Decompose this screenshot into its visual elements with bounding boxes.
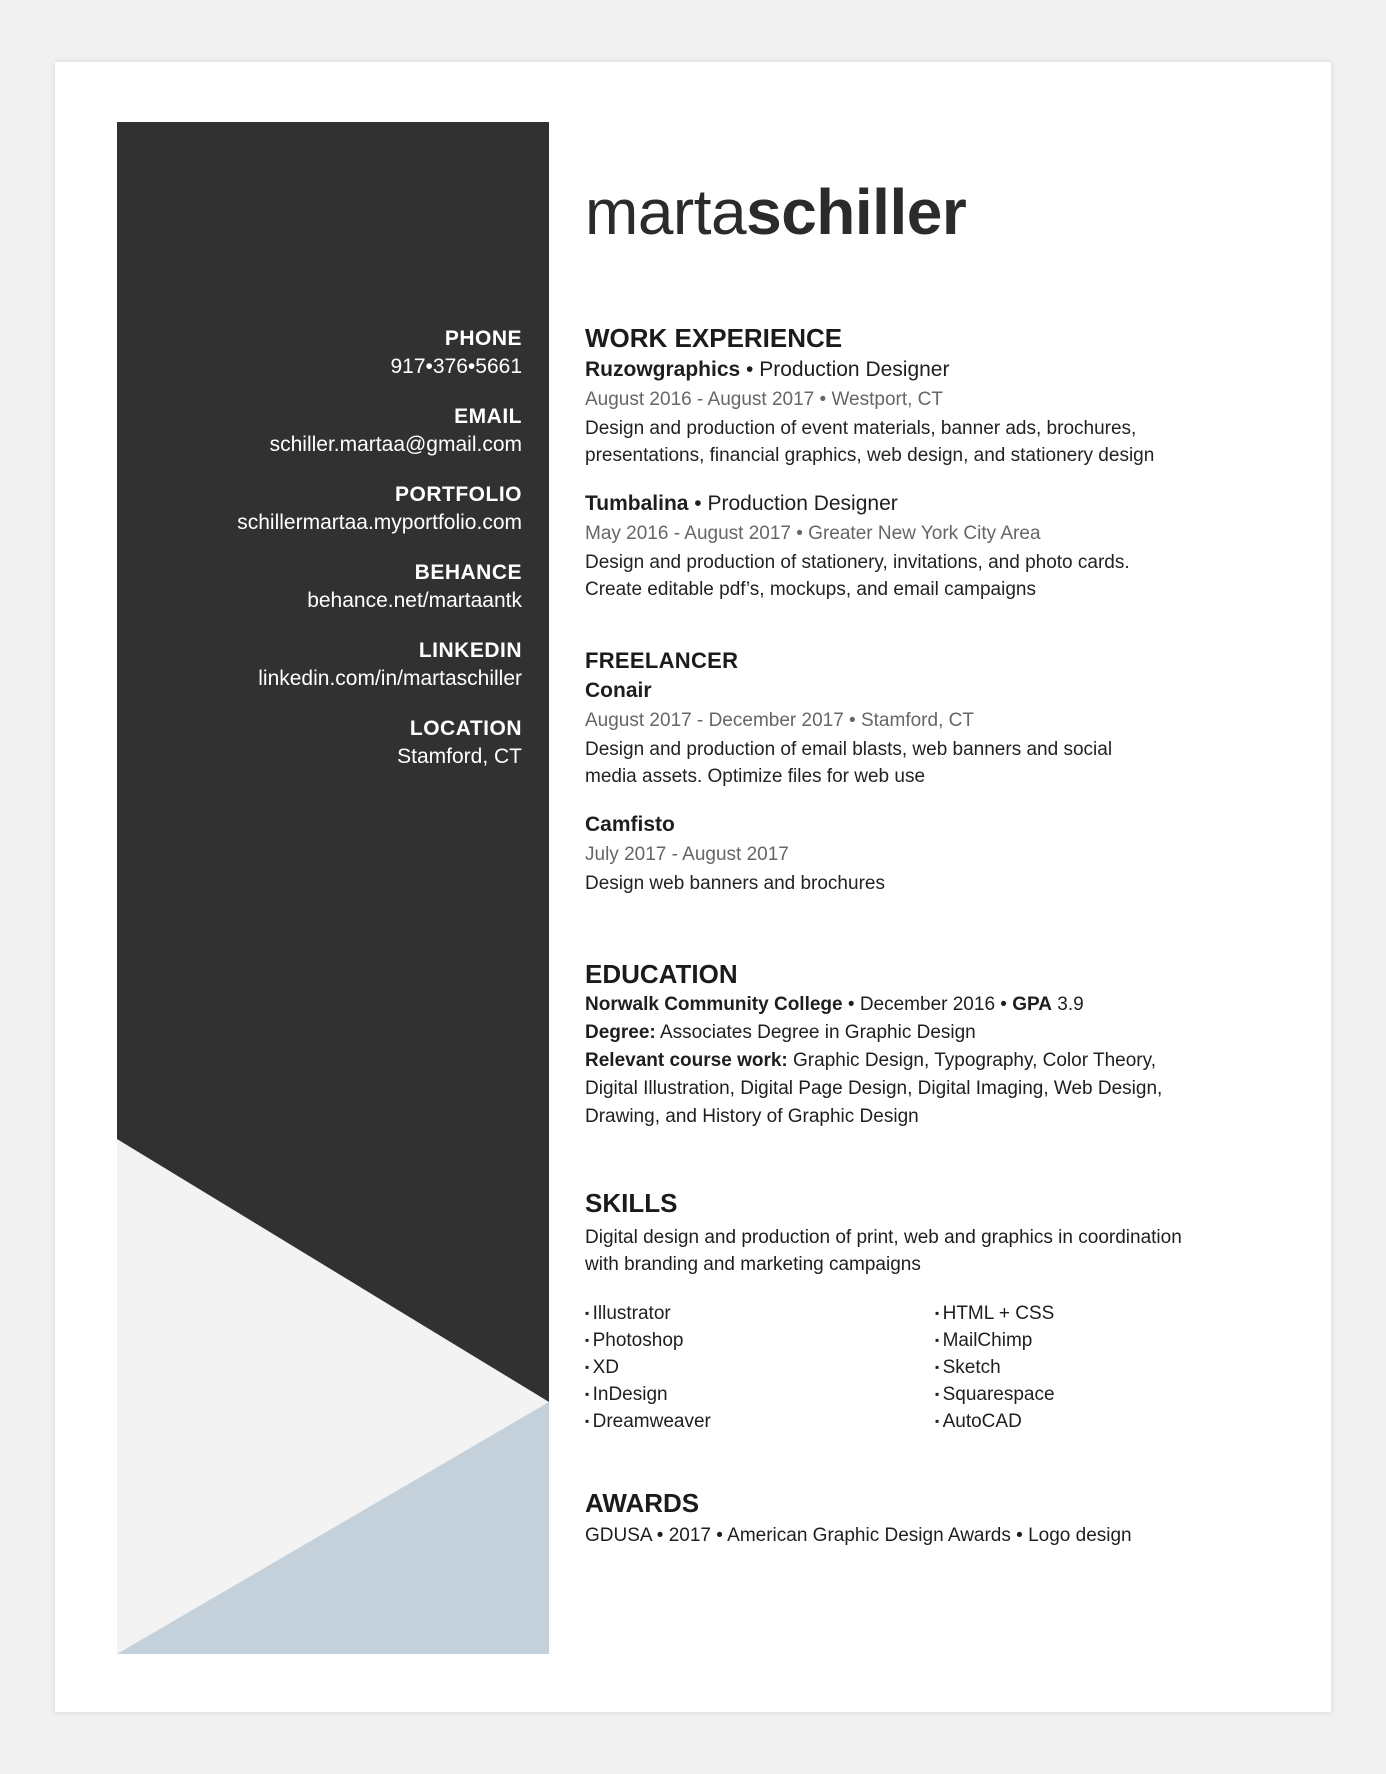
job-desc-line: media assets. Optimize files for web use bbox=[585, 766, 926, 787]
work-experience-section bbox=[585, 321, 1285, 603]
contact-label: PHONE bbox=[444, 327, 522, 350]
job-meta: May 2016 - August 2017 • Greater New York City Area bbox=[585, 523, 1041, 544]
education-course-line: Drawing, and History of Graphic Design bbox=[585, 1106, 919, 1127]
section-title: AWARDS bbox=[585, 1488, 700, 1518]
behance-link[interactable]: behance.net/martaantk bbox=[307, 589, 522, 612]
award-line: GDUSA • 2017 • American Graphic Design Awards • Logo design bbox=[585, 1525, 1132, 1546]
job-entry bbox=[585, 355, 1285, 469]
job-desc-line: Design web banners and brochures bbox=[585, 873, 885, 894]
contact-email bbox=[237, 403, 522, 459]
job-role: • Production Designer bbox=[740, 358, 950, 381]
page-title bbox=[585, 172, 966, 252]
job-desc-line: Design and production of email blasts, web banners and social bbox=[585, 739, 1113, 760]
contact-info bbox=[237, 325, 522, 793]
skills-desc-line: Digital design and production of print, web and graphics in coordination bbox=[585, 1227, 1182, 1248]
job-role: • Production Designer bbox=[688, 492, 898, 515]
job-desc-line: Design and production of stationery, invitations, and photo cards. bbox=[585, 552, 1130, 573]
location-value: Stamford, CT bbox=[397, 745, 522, 768]
awards-section bbox=[585, 1486, 1285, 1550]
portfolio-link[interactable]: schillermartaa.myportfolio.com bbox=[237, 511, 522, 534]
job-entry bbox=[585, 810, 1285, 897]
education-section bbox=[585, 957, 1285, 1131]
company-name: Camfisto bbox=[585, 813, 675, 836]
phone-value: 917•376•5661 bbox=[390, 355, 522, 378]
gpa-label: GPA bbox=[1012, 994, 1052, 1015]
first-name: marta bbox=[585, 176, 747, 248]
section-title: WORK EXPERIENCE bbox=[585, 323, 843, 353]
section-subtitle: FREELANCER bbox=[585, 648, 739, 673]
skills-section bbox=[585, 1186, 1285, 1435]
sidebar bbox=[117, 122, 549, 1654]
contact-label: BEHANCE bbox=[414, 561, 522, 584]
list-item: ▪ InDesign bbox=[585, 1381, 935, 1408]
contact-label: LOCATION bbox=[409, 717, 522, 740]
school-name: Norwalk Community College bbox=[585, 994, 843, 1015]
company-name: Tumbalina bbox=[585, 492, 689, 515]
contact-phone bbox=[237, 325, 522, 381]
skills-column-2 bbox=[935, 1300, 1285, 1435]
company-name: Ruzowgraphics bbox=[585, 358, 741, 381]
list-item: ▪ AutoCAD bbox=[935, 1408, 1285, 1435]
list-item: ▪ XD bbox=[585, 1354, 935, 1381]
section-title: EDUCATION bbox=[585, 959, 738, 989]
linkedin-link[interactable]: linkedin.com/in/martaschiller bbox=[258, 667, 522, 690]
resume-page bbox=[55, 62, 1331, 1712]
course-label: Relevant course work: bbox=[585, 1050, 788, 1071]
job-desc-line: presentations, financial graphics, web design, and stationery design bbox=[585, 445, 1155, 466]
education-degree-line bbox=[585, 1019, 1285, 1047]
contact-behance bbox=[237, 559, 522, 615]
email-value[interactable]: schiller.martaa@gmail.com bbox=[269, 433, 522, 456]
contact-portfolio bbox=[237, 481, 522, 537]
education-course-line bbox=[585, 1047, 1285, 1075]
last-name: schiller bbox=[746, 176, 967, 248]
freelancer-section bbox=[585, 646, 1285, 897]
job-desc-line: Create editable pdf’s, mockups, and email campaigns bbox=[585, 579, 1036, 600]
degree-value: Associates Degree in Graphic Design bbox=[655, 1022, 976, 1043]
job-meta: August 2017 - December 2017 • Stamford, CT bbox=[585, 710, 974, 731]
list-item: ▪ Dreamweaver bbox=[585, 1408, 935, 1435]
course-value: Graphic Design, Typography, Color Theory, bbox=[787, 1050, 1156, 1071]
job-desc-line: Design and production of event materials, banner ads, brochures, bbox=[585, 418, 1137, 439]
contact-label: LINKEDIN bbox=[418, 639, 522, 662]
job-meta: July 2017 - August 2017 bbox=[585, 844, 789, 865]
school-date: • December 2016 • bbox=[842, 994, 1013, 1015]
list-item: ▪ Squarespace bbox=[935, 1381, 1285, 1408]
education-school-line bbox=[585, 991, 1285, 1019]
list-item: ▪ Illustrator bbox=[585, 1300, 935, 1327]
contact-linkedin bbox=[237, 637, 522, 693]
degree-label: Degree: bbox=[585, 1022, 656, 1043]
job-entry bbox=[585, 489, 1285, 603]
list-item: ▪ Photoshop bbox=[585, 1327, 935, 1354]
contact-label: EMAIL bbox=[454, 405, 522, 428]
section-title: SKILLS bbox=[585, 1188, 678, 1218]
gpa-value: 3.9 bbox=[1051, 994, 1084, 1015]
skills-column-1 bbox=[585, 1300, 935, 1435]
list-item: ▪ HTML + CSS bbox=[935, 1300, 1285, 1327]
job-entry bbox=[585, 676, 1285, 790]
skills-list bbox=[585, 1300, 1285, 1435]
list-item: ▪ Sketch bbox=[935, 1354, 1285, 1381]
contact-location bbox=[237, 715, 522, 771]
job-meta: August 2016 - August 2017 • Westport, CT bbox=[585, 389, 944, 410]
list-item: ▪ MailChimp bbox=[935, 1327, 1285, 1354]
company-name: Conair bbox=[585, 679, 652, 702]
contact-label: PORTFOLIO bbox=[395, 483, 522, 506]
education-course-line: Digital Illustration, Digital Page Design, Digital Imaging, Web Design, bbox=[585, 1078, 1163, 1099]
skills-desc-line: with branding and marketing campaigns bbox=[585, 1254, 921, 1275]
